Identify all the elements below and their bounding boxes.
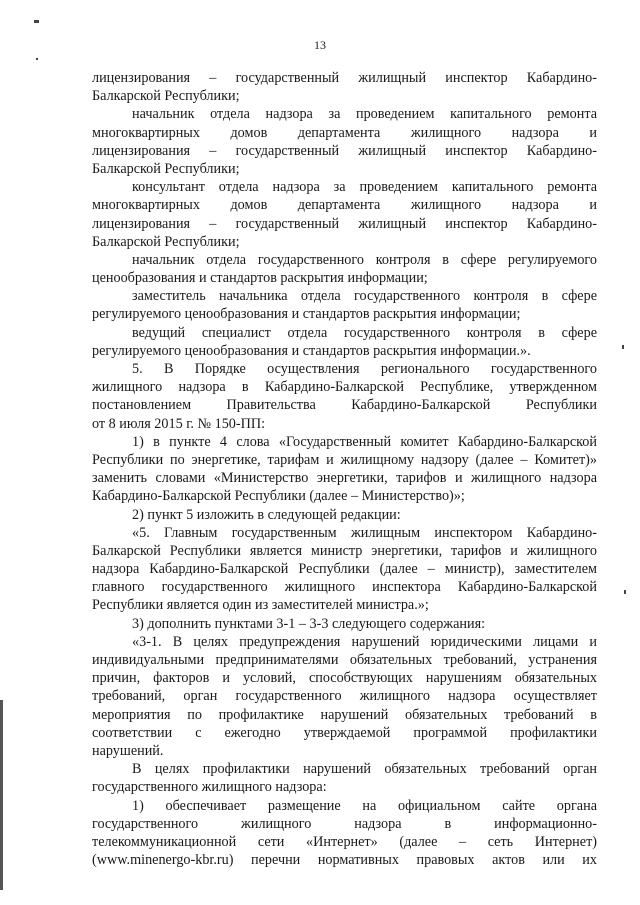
text-line: консультант отдела надзора за проведением капитального ремонта [132,179,597,196]
text-line: нарушений. [92,742,164,759]
text-line: государственного жилищного надзора: [92,779,327,796]
text-line: 1) обеспечивает размещение на официальном сайте органа [132,797,597,814]
text-line: государственного жилищного надзора в информационно- [92,815,597,832]
text-line: Республики по энергетике, тарифам и жилищному надзору (далее – Комитет)» [92,451,597,468]
text-line: многоквартирных домов департамента жилищного надзора и [92,124,597,141]
text-line: индивидуальными предпринимателями обязательных требований, устранения [92,652,597,668]
document-body [92,69,597,869]
text-line: заменить словами «Министерство энергетики, тарифов и жилищного надзора [92,470,597,487]
text-line: «3-1. В целях предупреждения нарушений юридическими лицами и [132,633,597,650]
text-line: Республики является один из заместителей министра.»; [92,597,429,614]
text-line: Балкарской Республики; [92,160,240,177]
text-line: лицензирования – государственный жилищный инспектор Кабардино- [92,70,597,86]
text-line: Балкарской Республики является министр энергетики, тарифов и жилищного [92,542,597,559]
text-line: В целях профилактики нарушений обязательных требований орган [132,761,597,778]
text-line: многоквартирных домов департамента жилищного надзора и [92,197,597,214]
text-line: лицензирования – государственный жилищный инспектор Кабардино- [92,142,597,159]
text-line: ведущий специалист отдела государственного контроля в сфере [132,324,597,341]
text-line: главного государственного жилищного инспектора Кабардино-Балкарской [92,579,597,596]
text-line: требований, орган государственного жилищного надзора осуществляет [92,688,597,705]
scan-artifact-mark [624,590,626,594]
text-line: 3) дополнить пунктами 3-1 – 3-3 следующего содержания: [132,615,486,632]
text-line: телекоммуникационной сети «Интернет» (далее – сеть Интернет) [92,833,597,850]
text-line: начальник отдела надзора за проведением капитального ремонта [132,106,597,123]
text-line: мероприятия по профилактике нарушений обязательных требований в [92,706,597,723]
text-line: соответствии с ежегодно утверждаемой программой профилактики [92,724,597,741]
text-line: (www.minenergo-kbr.ru) перечни нормативных правовых актов или их [92,852,597,869]
text-line: «5. Главным государственным жилищным инспектором Кабардино- [132,524,597,541]
text-line: начальник отдела государственного контроля в сфере регулируемого [132,251,597,268]
text-line: 1) в пункте 4 слова «Государственный комитет Кабардино-Балкарской [132,433,597,450]
text-line: регулируемого ценообразования и стандартов раскрытия информации; [92,306,521,323]
text-line: 2) пункт 5 изложить в следующей редакции: [132,506,401,523]
text-line: лицензирования – государственный жилищный инспектор Кабардино- [92,215,597,232]
text-line: ценообразования и стандартов раскрытия информации; [92,270,428,287]
text-line: постановлением Правительства Кабардино-Балкарской Республики [92,397,597,414]
text-line: Кабардино-Балкарской Республики (далее – Министерство)»; [92,488,465,505]
scan-artifact-mark [36,58,38,60]
text-line: Балкарской Республики; [92,88,240,105]
text-line: надзора Кабардино-Балкарской Республики (далее – министр), заместителем [92,561,597,578]
text-line: от 8 июля 2015 г. № 150-ПП: [92,415,266,432]
text-line: регулируемого ценообразования и стандартов раскрытия информации.». [92,342,531,359]
scan-artifact-mark [622,345,624,349]
text-line: причин, факторов и условий, способствующих нарушениям обязательных [92,670,597,687]
scan-edge-mark [0,700,3,890]
text-line: жилищного надзора в Кабардино-Балкарской Республике, утвержденном [92,379,597,396]
text-line: 5. В Порядке осуществления регионального государственного [132,361,597,377]
text-line: Балкарской Республики; [92,233,240,250]
scan-artifact-mark [34,20,39,23]
page-number: 13 [314,38,326,52]
text-line: заместитель начальника отдела государственного контроля в сфере [132,288,597,305]
